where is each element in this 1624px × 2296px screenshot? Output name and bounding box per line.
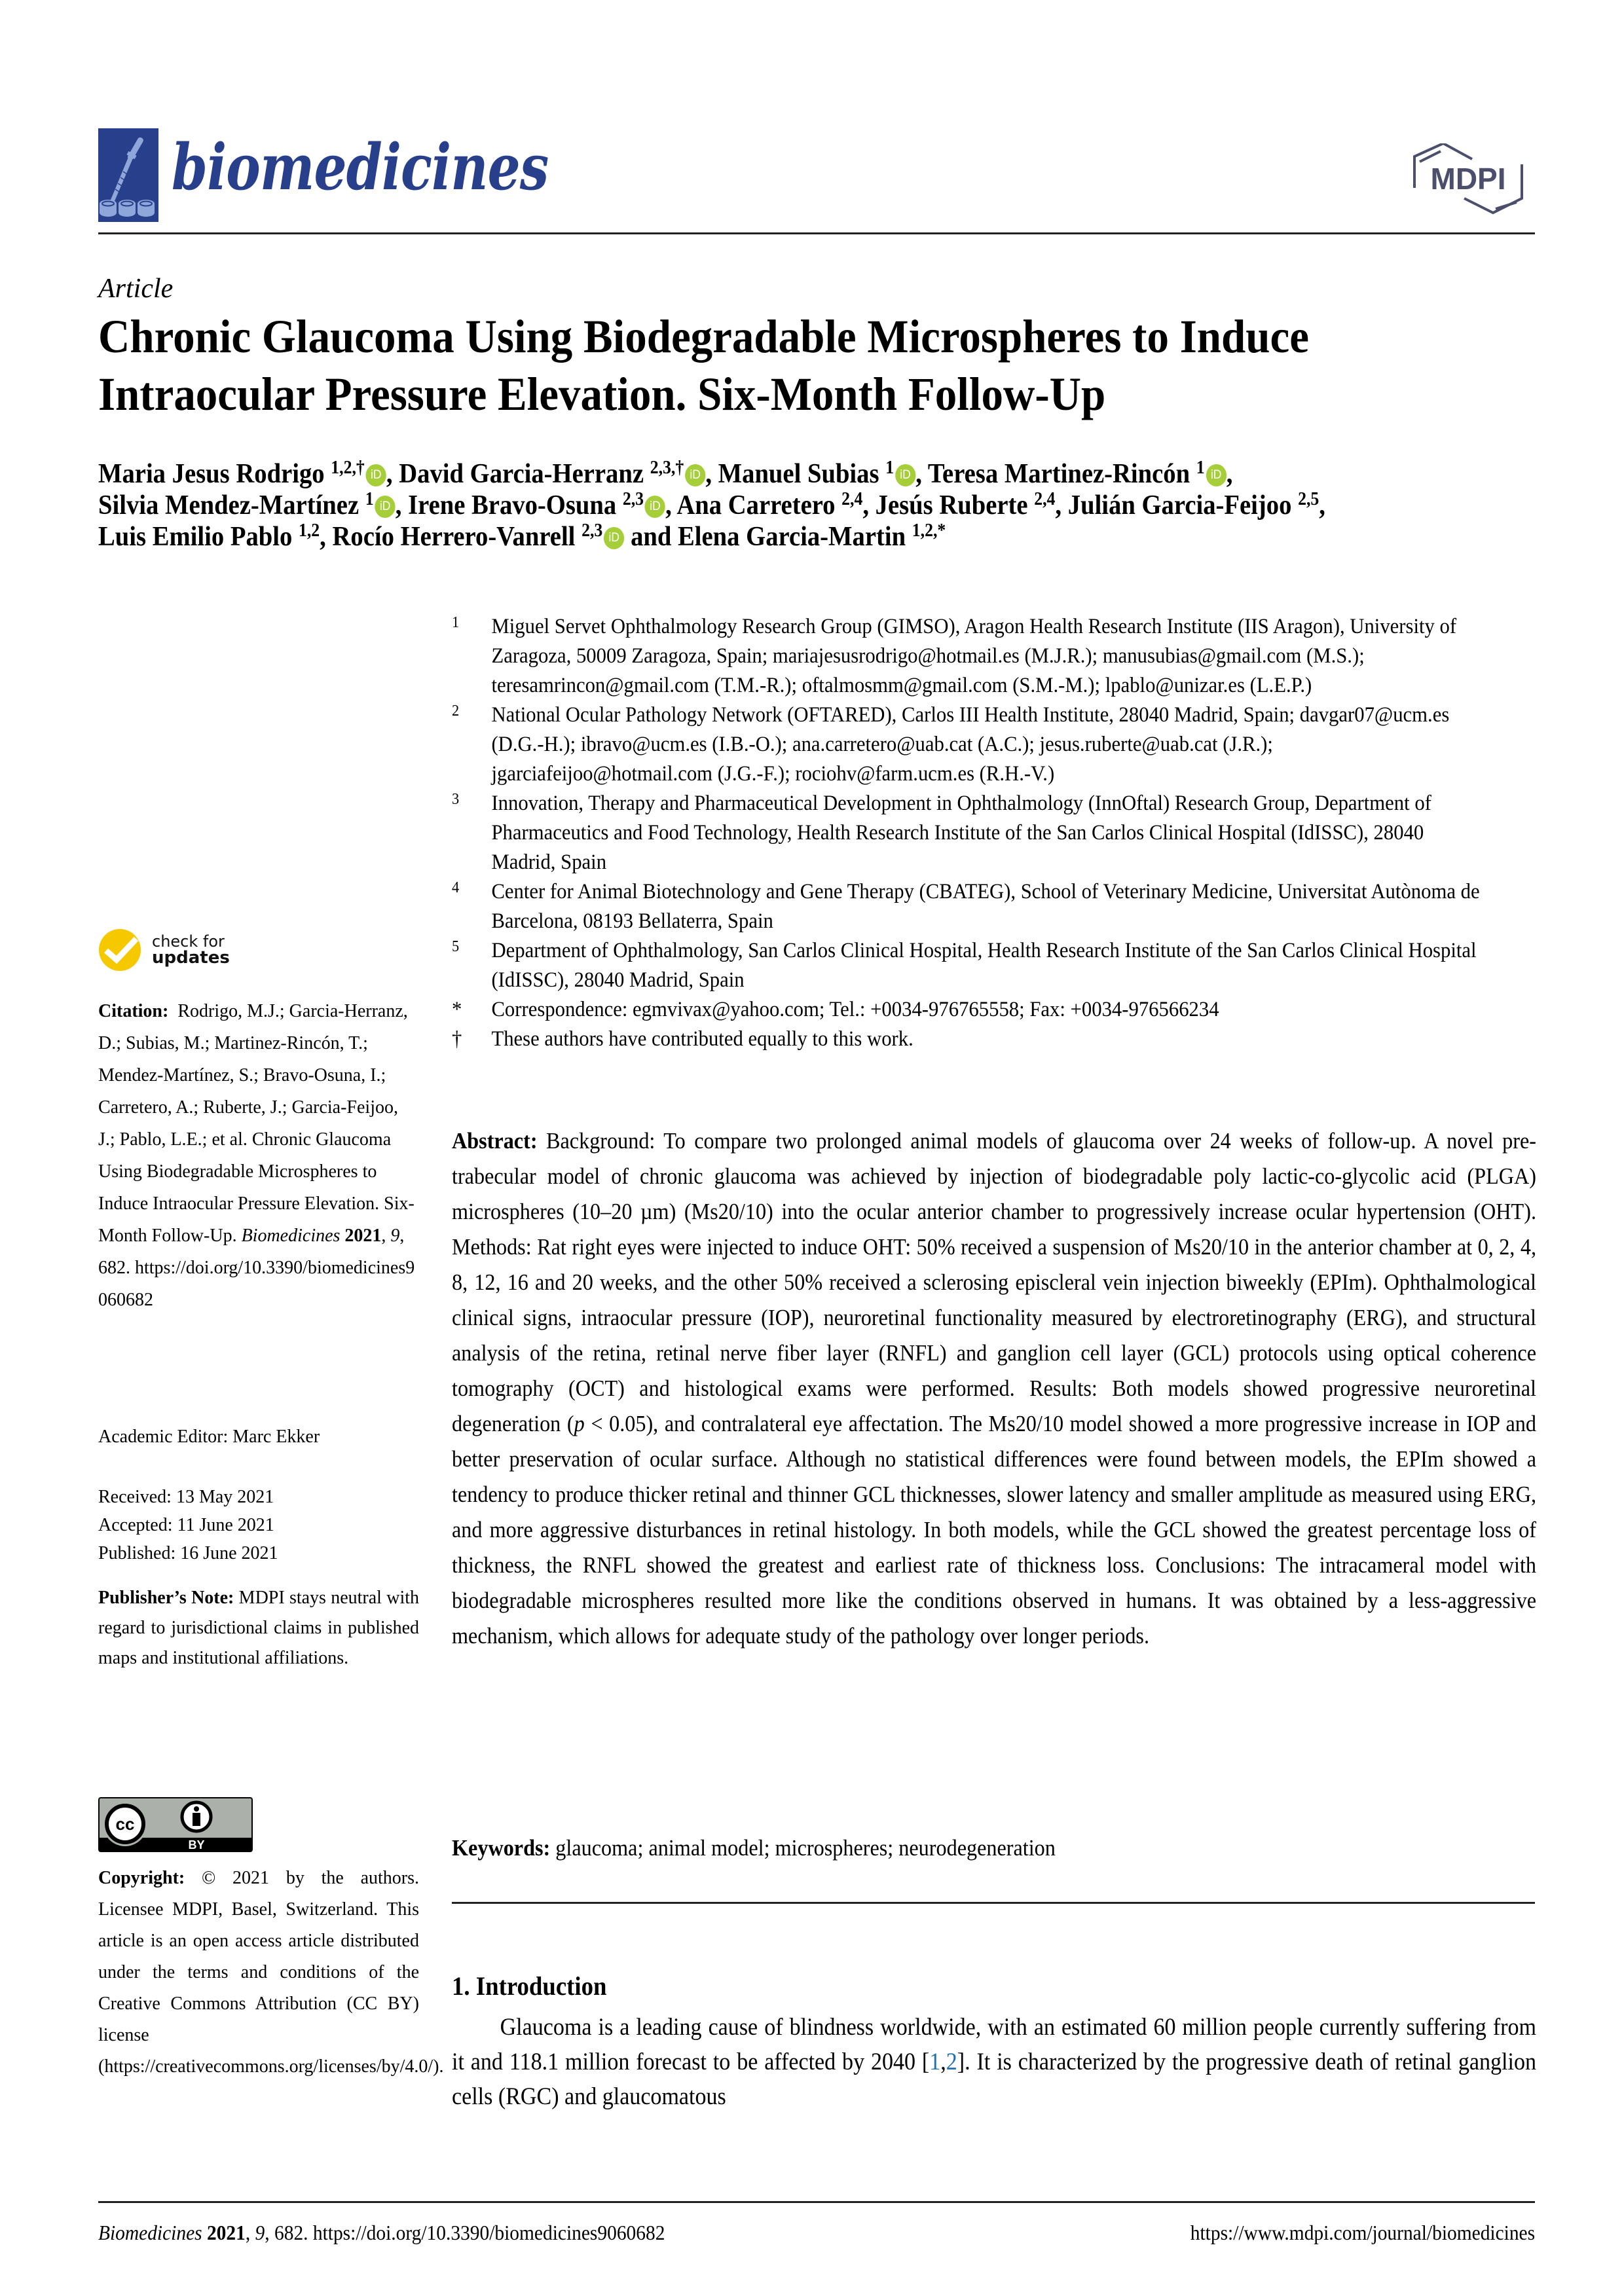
introduction-paragraph: Glaucoma is a leading cause of blindness worldwide, with an estimated 60 million people currently suffering from it and 118.1 million forecast to be affected by 2040 [1,2]. It is characterized by the progressive death of retinal ganglion cells (RGC) and glaucomatous [452,2014,1536,2110]
orcid-icon[interactable]: iD [645,496,665,518]
check-for-updates-button[interactable] [98,928,230,972]
orcid-icon[interactable]: iD [1206,464,1226,486]
publisher-note: Publisher’s Note: MDPI stays neutral with regard to jurisdictional claims in published maps and institutional affiliations. [98,1588,420,1668]
copyright-notice: Copyright: © 2021 by the authors. Licensee MDPI, Basel, Switzerland. This article is an open access article distributed under the terms and conditions of the Creative Commons Attribution (CC BY) license (https://creativecommons.org/licenses/by/4.0/). [98,1868,444,2077]
journal-name: biomedicines [172,130,549,204]
abstract-label: Abstract: [452,1128,538,1154]
author[interactable]: Manuel Subias $^1$ [718,458,895,489]
published-date: Published: 16 June 2021 [98,1543,278,1563]
author[interactable]: David Garcia-Herranz $^{2,3,\dagger}$ [399,458,684,489]
article-title: Chronic Glaucoma Using Biodegradable Microspheres to Induce Intraocular Pressure Elevation. Six-Month Follow-Up [98,310,1309,420]
publication-dates [98,1483,419,1567]
abstract: Abstract: Background: To compare two prolonged animal models of glaucoma over 24 weeks of follow-up. A novel pre-trabecular model of chronic glaucoma was achieved by injection of biodegradable poly lactic-co-glycolic acid (PLGA) microspheres (10–20 µm) (Ms20/10) into the ocular anterior chamber to progressively increase ocular hypertension (OHT). Methods: Rat right eyes were injected to induce OHT: 50% received a suspension of Ms20/10 in the anterior chamber at 0, 2, 4, 8, 12, 16 and 20 weeks, and the other 50% received a sclerosing episcleral vein injection biweekly (EPIm). Ophthalmological clinical signs, intraocular pressure (IOP), neuroretinal functionality measured by electroretinography (ERG), and structural analysis of the retina, retinal nerve fiber layer (RNFL) and ganglion cell layer (GCL) protocols using optical coherence tomography (OCT) and histological exams were performed. Results: Both models showed progressive neuroretinal degeneration (p < 0.05), and contralateral eye affectation. The Ms20/10 model showed a more progressive increase in IOP and better preservation of ocular surface. Although no statistical differences were found between models, the EPIm showed a tendency to produce thicker retinal and thinner GCL thicknesses, slower latency and smaller amplitude as measured using ERG, and more aggressive disturbances in retinal histology. In both models, while the GCL showed the greatest percentage loss of thickness, the RNFL showed the greatest and earliest rate of thickness loss. Conclusions: The intracameral model with biodegradable microspheres resulted more like the conditions observed in humans. It was obtained by a less-aggressive mechanism, which allows for adequate study of the pathology over longer periods. [452,1128,1537,1649]
footer-journal-url[interactable]: https://www.mdpi.com/journal/biomedicines [1190,2221,1535,2244]
journal-logo-icon [98,128,158,222]
author[interactable]: Maria Jesus Rodrigo $^{1,2,\dagger}$ [98,458,365,489]
affiliation-item: 5 Department of Ophthalmology, San Carlos Clinical Hospital, Health Research Institute of the San Carlos Clinical Hospital (IdISSC), 28040 Madrid, Spain [452,938,1477,992]
citation-label: Citation: [98,1001,169,1021]
reference-link[interactable]: 2 [946,2049,957,2075]
mdpi-logo-icon [1409,143,1527,219]
svg-text:cc: cc [115,1814,135,1834]
author-list: Maria Jesus Rodrigo $^{1,2,\dagger}$ iD , David Garcia-Herranz $^{2,3,\dagger}$ iD , Manuel Subias $^1$ iD , Teresa Martinez-Rincón $^1$ iD , Silvia Mendez-Martínez $^1$ iD , Irene Bravo-Osuna $^{2,3}$ iD , Ana Carretero $^{2,4}$, Jesús Ruberte $^{2,4}$, Julián Garcia-Feijoo $^{2,5}$, Luis Emilio Pablo $^{1,2}$, Rocío Herrero-Vanrell $^{2,3}$ iD and Elena Garcia-Martin $^{1,2,*}$ [98,458,1325,552]
author[interactable]: Teresa Martinez-Rincón $^1$ [927,458,1205,489]
footer-doi-link[interactable]: , 682. https://doi.org/10.3390/biomedicines9060682 [265,2221,665,2244]
affiliation-item: 1 Miguel Servet Ophthalmology Research Group (GIMSO), Aragon Health Research Institute (IIS Aragon), University of Zaragoza, 50009 Zaragoza, Spain; mariajesusrodrigo@hotmail.es (M.J.R.); manusubias@gmail.com (M.S.); teresamrincon@gmail.com (T.M.-R.); oftalmosmm@gmail.com (S.M.-M.); lpablo@unizar.es (L.E.P.) [452,614,1457,697]
section-heading-introduction: 1. Introduction [452,1971,607,2001]
footer-divider [98,2201,1535,2203]
citation-block: Citation: Rodrigo, M.J.; Garcia-Herranz, D.; Subias, M.; Martinez-Rincón, T.; Mendez-Martínez, S.; Bravo-Osuna, I.; Carretero, A.; Ruberte, J.; Garcia-Feijoo, J.; Pablo, L.E.; et al. Chronic Glaucoma Using Biodegradable Microspheres to Induce Intraocular Pressure Elevation. Six-Month Follow-Up. Biomedicines 2021, 9, 682. https://doi.org/10.3390/biomedicines9060682 [98,1001,415,1310]
received-date: Received: 13 May 2021 [98,1487,274,1507]
keywords-label: Keywords: [452,1835,551,1861]
correspondence: * Correspondence: egmvivax@yahoo.com; Tel.: +0034-976765558; Fax: +0034-976566234 [452,998,1219,1021]
keywords: Keywords: glaucoma; animal model; microspheres; neurodegeneration [452,1835,1056,1861]
cc-by-license-badge[interactable] [98,1797,253,1852]
author: Julián Garcia-Feijoo $^{2,5}$ [1067,489,1320,520]
author: Jesús Ruberte $^{2,4}$ [875,489,1056,520]
header-divider [98,232,1535,234]
affiliation-item: 2 National Ocular Pathology Network (OFTARED), Carlos III Health Institute, 28040 Madrid, Spain; davgar07@ucm.es (D.G.-H.); ibravo@ucm.es (I.B.-O.); ana.carretero@uab.cat (A.C.); jesus.ruberte@uab.cat (J.R.); jgarciafeijoo@hotmail.com (J.G.-F.); rociohv@farm.ucm.es (R.H.-V.) [452,702,1450,786]
equal-contribution-note: † These authors have contributed equally to this work. [452,1027,913,1051]
author[interactable]: Rocío Herrero-Vanrell $^{2,3}$ [332,520,603,552]
author[interactable]: Silvia Mendez-Martínez $^1$ [98,489,374,520]
updates-label: updates [152,948,230,968]
affiliation-item: 3 Innovation, Therapy and Pharmaceutical Development in Ophthalmology (InnOftal) Research Group, Department of Pharmaceutics and Food Technology, Health Research Institute of the San Carlos Clinical Hospital (IdISSC), 28040 Madrid, Spain [452,791,1431,874]
mdpi-logo-text: MDPI [1430,162,1506,196]
orcid-icon[interactable]: iD [375,496,395,518]
affiliations [452,612,1487,1054]
reference-link[interactable]: 1 [929,2049,941,2075]
section-divider [452,1902,1535,1904]
affiliation-item: 4 Center for Animal Biotechnology and Gene Therapy (CBATEG), School of Veterinary Medicine, Universitat Autònoma de Barcelona, 08193 Bellaterra, Spain [452,879,1480,933]
academic-editor: Academic Editor: Marc Ekker [98,1427,320,1447]
author: Ana Carretero $^{2,4}$ [676,489,863,520]
orcid-icon[interactable]: iD [604,527,624,549]
check-for-label: check for [152,932,225,951]
author: Elena Garcia-Martin $^{1,2,*}$ [678,520,946,552]
accepted-date: Accepted: 11 June 2021 [98,1515,274,1535]
article-type: Article [98,274,174,304]
footer-citation: Biomedicines 2021, 9, 682. https://doi.org/10.3390/biomedicines9060682 [98,2221,665,2244]
svg-text:BY: BY [188,1838,205,1851]
author: Luis Emilio Pablo $^{1,2}$ [98,520,320,552]
orcid-icon[interactable]: iD [895,464,915,486]
author[interactable]: Irene Bravo-Osuna $^{2,3}$ [408,489,644,520]
checkmark-badge-icon [98,928,141,972]
orcid-icon[interactable]: iD [685,464,705,486]
orcid-icon[interactable]: iD [366,464,386,486]
citation-doi-link[interactable]: https://doi.org/10.3390/biomedicines9060682 [98,1258,415,1310]
